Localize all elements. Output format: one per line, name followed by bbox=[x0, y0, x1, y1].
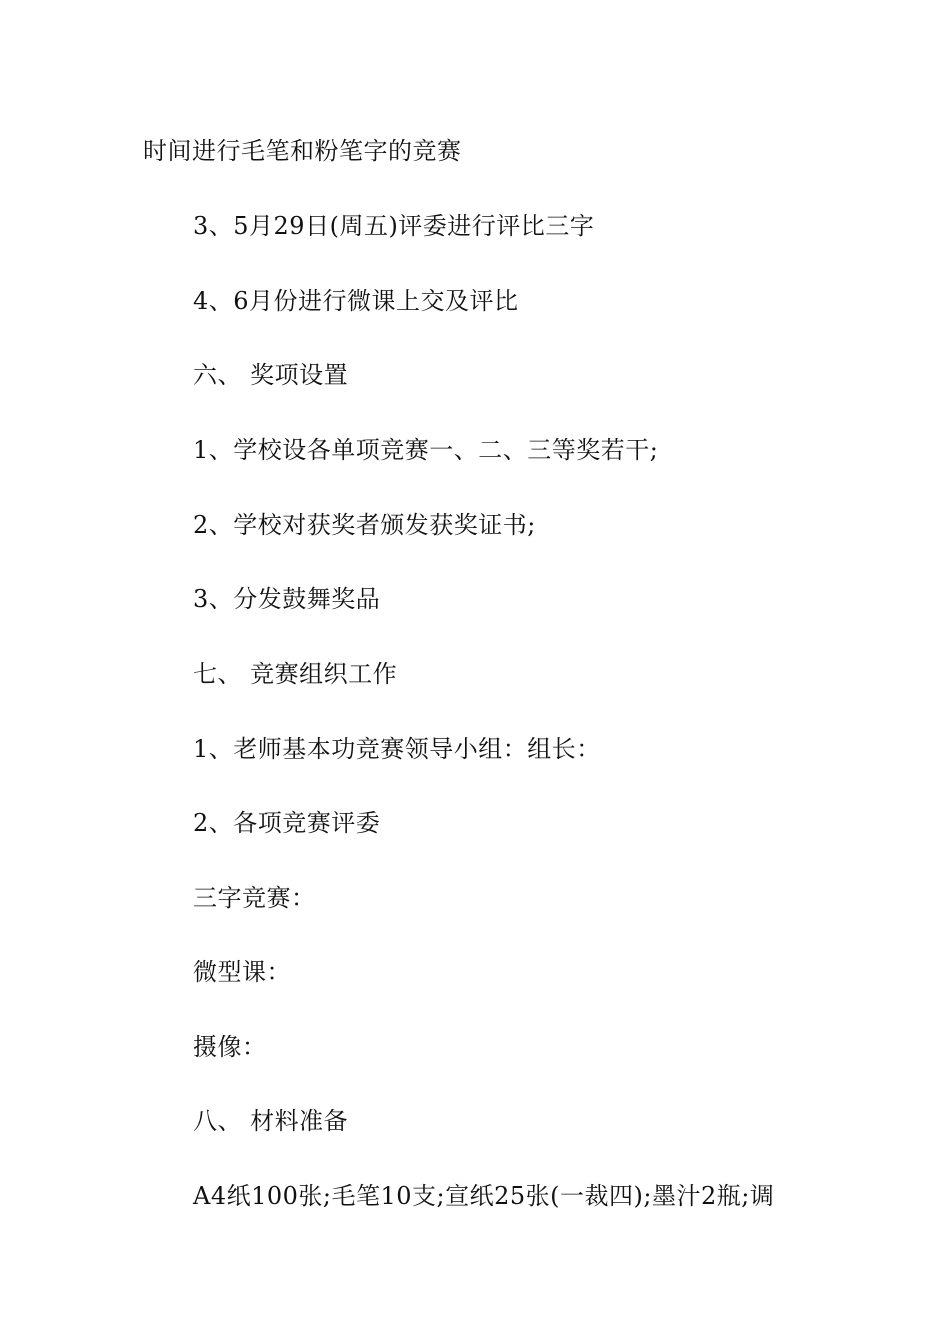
awards-item-3: 3、分发鼓舞奖品 bbox=[193, 585, 381, 613]
judges-video: 摄像： bbox=[193, 1033, 267, 1061]
organization-item-1: 1、老师基本功竞赛领导小组：组长： bbox=[193, 735, 601, 763]
materials-list: A4纸100张;毛笔10支;宣纸25张(一裁四);墨汁2瓶;调 bbox=[193, 1182, 775, 1210]
section-heading-materials: 八、 材料准备 bbox=[193, 1107, 349, 1135]
judges-calligraphy: 三字竞赛： bbox=[193, 884, 316, 912]
awards-item-1: 1、学校设各单项竞赛一、二、三等奖若干; bbox=[193, 436, 659, 464]
schedule-item-3: 3、5月29日(周五)评委进行评比三字 bbox=[193, 212, 595, 240]
section-heading-organization: 七、 竞赛组织工作 bbox=[193, 660, 398, 688]
section-heading-awards: 六、 奖项设置 bbox=[193, 361, 349, 389]
organization-item-2: 2、各项竞赛评委 bbox=[193, 809, 381, 837]
judges-micro-lesson: 微型课： bbox=[193, 958, 291, 986]
text-line-continuation: 时间进行毛笔和粉笔字的竞赛 bbox=[143, 137, 462, 165]
schedule-item-4: 4、6月份进行微课上交及评比 bbox=[193, 287, 519, 315]
awards-item-2: 2、学校对获奖者颁发获奖证书; bbox=[193, 511, 536, 539]
